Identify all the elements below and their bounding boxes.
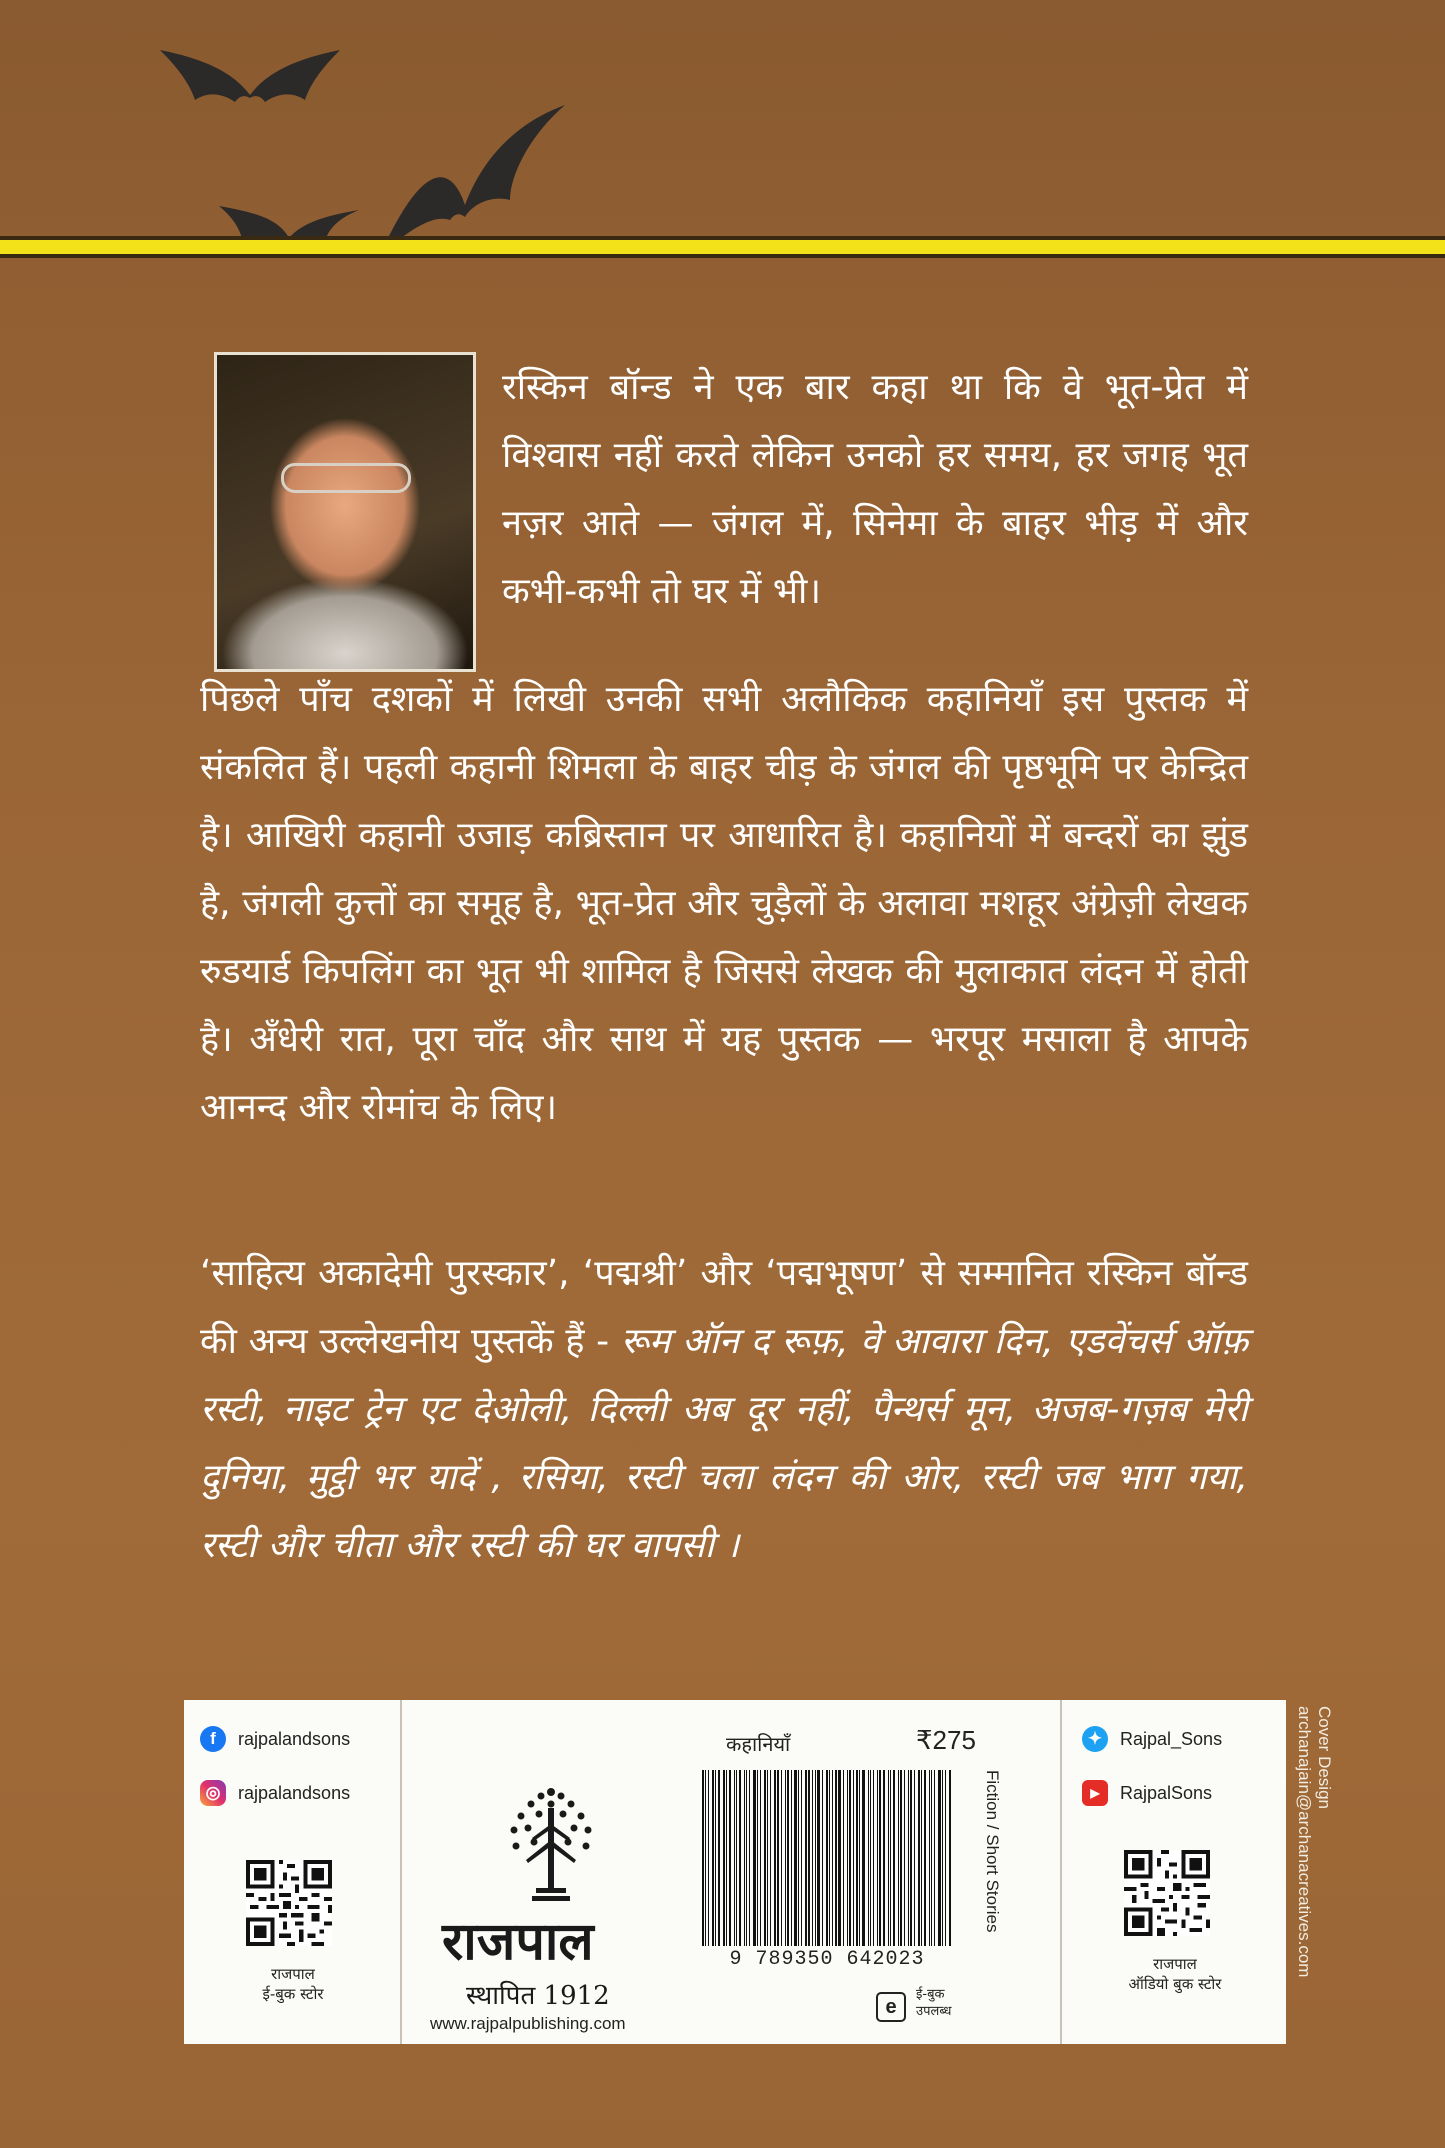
publisher-name: राजपाल xyxy=(442,1912,594,1972)
barcode-bar xyxy=(817,1770,820,1946)
barcode-bar xyxy=(791,1770,792,1946)
instagram-handle: rajpalandsons xyxy=(238,1782,351,1803)
barcode-bar xyxy=(757,1770,758,1946)
barcode-bar xyxy=(785,1770,786,1946)
barcode-bar xyxy=(787,1770,789,1946)
ebook-icon: e xyxy=(876,1992,906,2022)
barcode-bar xyxy=(929,1770,930,1946)
instagram-icon: ◎ xyxy=(200,1780,226,1806)
barcode-bar xyxy=(870,1770,871,1946)
barcode-bar xyxy=(734,1770,735,1946)
barcode-bar xyxy=(888,1770,889,1946)
qr-caption-left xyxy=(184,1964,402,2004)
blurb-summary: पिछले पाँच दशकों में लिखी उनकी सभी अलौकिक कहानियाँ इस पुस्तक में संकलित हैं। पहली कहानी शिमला के बाहर चीड़ के जंगल की पृष्ठभूमि पर केन्द्रित है। आखिरी कहानी उजाड़ कब्रिस्तान पर आधारित है। कहानियों में बन्दरों का झुंड है, जंगली कुत्तों का समूह है, भूत-प्रेत और चुड़ैलों के अलावा मशहूर अंग्रेज़ी लेखक रुडयार्ड किपलिंग का भूत भी शामिल है जिससे लेखक की मुलाकात लंदन में होती है। अँधेरी रात, पूरा चाँद और साथ में यह पुस्तक — भरपूर मसाला है आपके आनन्द और रोमांच के लिए। xyxy=(200,679,1248,1128)
barcode-bar xyxy=(873,1770,875,1946)
tree-logo-icon xyxy=(506,1780,596,1910)
isbn-barcode xyxy=(702,1770,952,1946)
barcode-bar xyxy=(918,1770,921,1946)
ebook-line: उपलब्ध xyxy=(916,2004,952,2019)
barcode-bar xyxy=(760,1770,761,1946)
youtube-icon: ▶ xyxy=(1082,1780,1108,1806)
barcode-bar xyxy=(945,1770,946,1946)
barcode-bar xyxy=(835,1770,837,1946)
barcode-bar xyxy=(856,1770,858,1946)
barcode-bar xyxy=(770,1770,771,1946)
decorative-band xyxy=(0,236,1445,258)
barcode-bar xyxy=(718,1770,720,1946)
barcode-bar xyxy=(914,1770,915,1946)
barcode-bar xyxy=(736,1770,737,1946)
barcode-bar xyxy=(739,1770,741,1946)
barcode-bar xyxy=(774,1770,777,1946)
barcode-bar xyxy=(744,1770,745,1946)
barcode-bar xyxy=(777,1770,779,1946)
barcode-bar xyxy=(794,1770,797,1946)
barcode-bar xyxy=(843,1770,844,1946)
cover-design-credit xyxy=(1294,1706,1334,1977)
qr-caption-line: ई-बुक स्टोर xyxy=(262,1985,324,2003)
twitter-link[interactable] xyxy=(1082,1726,1222,1752)
barcode-bar xyxy=(938,1770,941,1946)
barcode-bar xyxy=(712,1770,715,1946)
isbn-digits: 9 789350 642023 xyxy=(729,1948,925,1971)
barcode-bar xyxy=(705,1770,706,1946)
qr-code[interactable] xyxy=(246,1860,332,1946)
barcode-bar xyxy=(908,1770,909,1946)
barcode-bar xyxy=(798,1770,799,1946)
barcode-bar xyxy=(729,1770,732,1946)
qr-caption-line: राजपाल xyxy=(271,1965,315,1983)
ebook-available xyxy=(916,1986,951,2020)
barcode-bar xyxy=(822,1770,823,1946)
qr-caption-line: ऑडियो बुक स्टोर xyxy=(1128,1975,1222,1993)
barcode-bar xyxy=(805,1770,807,1946)
other-books-list: रूम ऑन द रूफ़, वे आवारा दिन, एडवेंचर्स ऑफ़ रस्टी, नाइट ट्रेन एट देओली, दिल्ली अब दूर नहीं, पैन्थर्स मून, अजब-गज़ब मेरी दुनिया, मुट्ठी भर यादें , रसिया, रस्टी चला लंदन की ओर, रस्टी जब भाग गया, रस्टी और चीता और रस्टी की घर वापसी । xyxy=(200,1321,1248,1566)
barcode-bar xyxy=(801,1770,802,1946)
facebook-link[interactable] xyxy=(200,1726,350,1752)
barcode-bar xyxy=(808,1770,810,1946)
facebook-icon: f xyxy=(200,1726,226,1752)
barcode-bar xyxy=(812,1770,813,1946)
barcode-bar xyxy=(879,1770,881,1946)
barcode-bar xyxy=(753,1770,756,1946)
social-panel-right xyxy=(1060,1700,1286,2044)
barcode-bar xyxy=(859,1770,860,1946)
barcode-bar xyxy=(708,1770,709,1946)
barcode-bar xyxy=(829,1770,830,1946)
barcode-bar xyxy=(749,1770,751,1946)
barcode-bar xyxy=(883,1770,885,1946)
barcode-bar xyxy=(910,1770,912,1946)
barcode-bar xyxy=(931,1770,932,1946)
bat-icon xyxy=(150,40,350,140)
barcode-bar xyxy=(702,1770,704,1946)
barcode-bar xyxy=(877,1770,878,1946)
barcode-bar xyxy=(934,1770,936,1946)
other-books-lead: ‘साहित्य अकादेमी पुरस्कार’, ‘पद्मश्री’ और ‘पद्मभूषण’ से सम्मानित रस्किन बॉन्ड की अन्य उल्लेखनीय पुस्तकें हैं - xyxy=(200,1253,1248,1362)
twitter-handle: Rajpal_Sons xyxy=(1120,1728,1223,1749)
barcode-bar xyxy=(921,1770,922,1946)
barcode-bar xyxy=(815,1770,816,1946)
barcode-bar xyxy=(904,1770,905,1946)
barcode-bar xyxy=(715,1770,716,1946)
barcode-bar xyxy=(826,1770,828,1946)
qr-caption-line: राजपाल xyxy=(1153,1955,1197,1973)
credit-line: archanajain@archanacreatives.com xyxy=(1295,1706,1314,1978)
barcode-bar xyxy=(723,1770,725,1946)
genre-english: Fiction / Short Stories xyxy=(983,1770,1002,1933)
price: ₹275 xyxy=(916,1725,976,1755)
qr-code[interactable] xyxy=(1124,1850,1210,1936)
website-link[interactable]: www.rajpalpublishing.com xyxy=(430,2014,626,2033)
barcode-bar xyxy=(767,1770,768,1946)
qr-caption-right xyxy=(1062,1954,1288,1994)
barcode-bar xyxy=(764,1770,766,1946)
barcode-bar xyxy=(853,1770,854,1946)
youtube-handle: RajpalSons xyxy=(1120,1782,1213,1803)
author-photo xyxy=(214,352,476,672)
publisher-panel xyxy=(402,1700,1060,2044)
twitter-icon: ✦ xyxy=(1082,1726,1108,1752)
credit-line: Cover Design xyxy=(1315,1706,1334,1809)
barcode-bar xyxy=(746,1770,747,1946)
barcode-bar xyxy=(868,1770,869,1946)
instagram-link[interactable] xyxy=(200,1780,350,1806)
barcode-bar xyxy=(838,1770,841,1946)
blurb-other-books xyxy=(200,1240,1248,1580)
barcode-bar xyxy=(942,1770,943,1946)
barcode-bar xyxy=(890,1770,891,1946)
barcode-bar xyxy=(832,1770,833,1946)
genre-hindi: कहानियाँ xyxy=(726,1732,791,1756)
barcode-bar xyxy=(862,1770,865,1946)
barcode-bar xyxy=(781,1770,782,1946)
barcode-bar xyxy=(726,1770,727,1946)
ebook-line: ई-बुक xyxy=(916,1987,945,2002)
established-year: स्थापित 1912 xyxy=(466,1981,610,2011)
glasses-shape xyxy=(281,463,411,493)
barcode-bar xyxy=(949,1770,951,1946)
barcode-bar xyxy=(898,1770,899,1946)
blurb-intro: रस्किन बॉन्ड ने एक बार कहा था कि वे भूत-प्रेत में विश्वास नहीं करते लेकिन उनको हर समय, हर जगह भूत नज़र आते — जंगल में, सिनेमा के बाहर भीड़ में और कभी-कभी तो घर में भी। xyxy=(502,367,1248,612)
barcode-bar xyxy=(900,1770,902,1946)
barcode-bar xyxy=(849,1770,851,1946)
barcode-bar xyxy=(924,1770,926,1946)
facebook-handle: rajpalandsons xyxy=(238,1728,351,1749)
barcode-bar xyxy=(893,1770,896,1946)
barcode-bar xyxy=(847,1770,848,1946)
youtube-link[interactable] xyxy=(1082,1780,1212,1806)
social-panel-left xyxy=(184,1700,402,2044)
